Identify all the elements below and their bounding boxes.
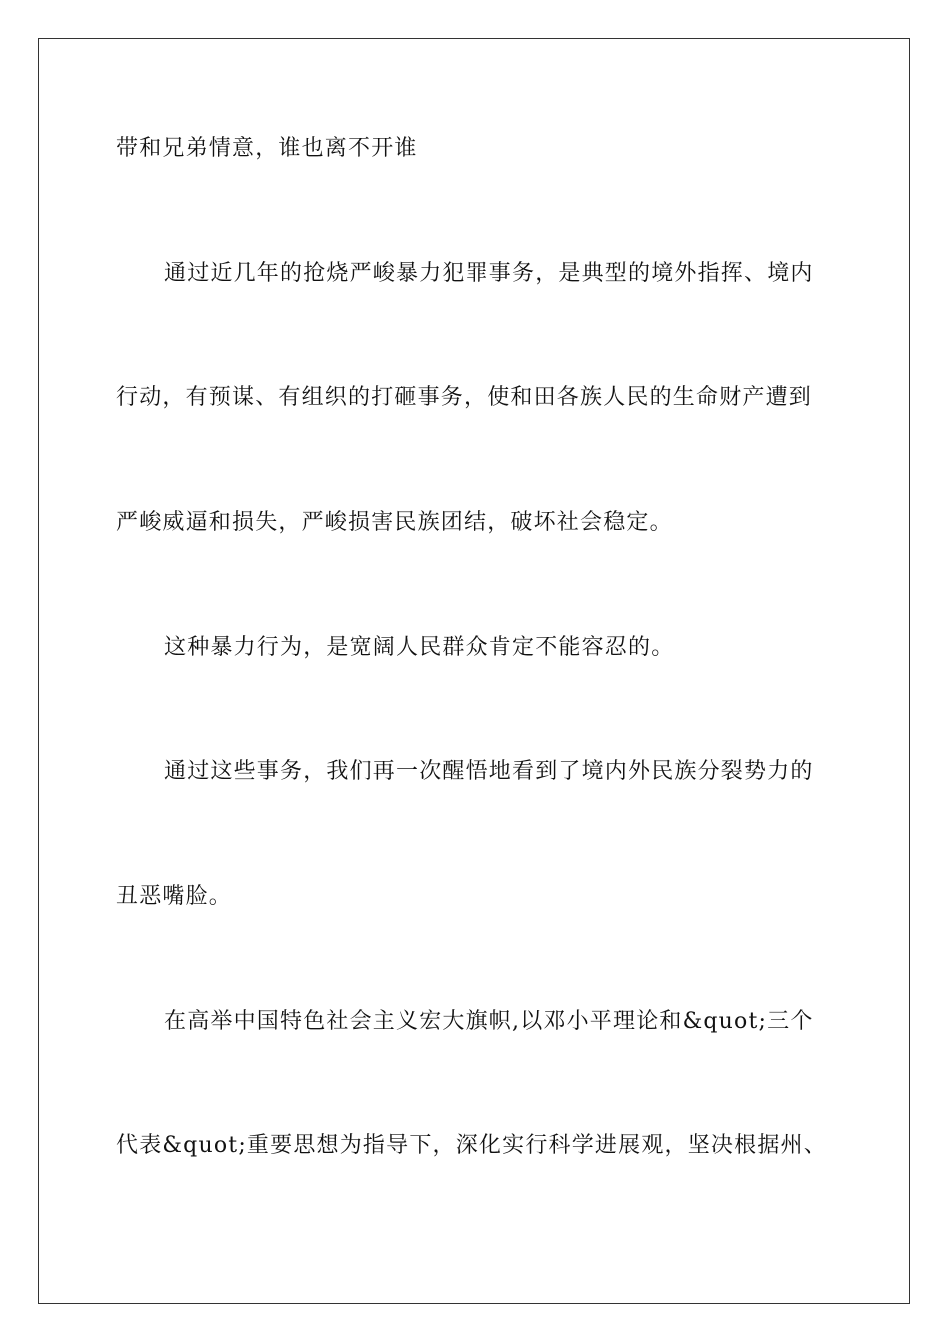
paragraph-start-line: 在高举中国特色社会主义宏大旗帜,以邓小平理论和&quot;三个 — [164, 1009, 814, 1034]
paragraph-start-line: 通过近几年的抢烧严峻暴力犯罪事务，是典型的境外指挥、境内 — [164, 261, 814, 286]
paragraph-start-line: 这种暴力行为，是宽阔人民群众肯定不能容忍的。 — [164, 635, 675, 660]
text-line: 丑恶嘴脸。 — [116, 884, 233, 909]
paragraph-start-line: 通过这些事务，我们再一次醒悟地看到了境内外民族分裂势力的 — [164, 759, 814, 784]
text-line: 严峻威逼和损失，严峻损害民族团结，破坏社会稳定。 — [116, 510, 673, 535]
page-border — [38, 38, 910, 1304]
text-line: 代表&quot;重要思想为指导下，深化实行科学进展观，坚决根据州、 — [116, 1133, 827, 1158]
text-line: 带和兄弟情意，谁也离不开谁 — [116, 136, 418, 161]
text-line: 行动，有预谋、有组织的打砸事务，使和田各族人民的生命财产遭到 — [116, 385, 813, 410]
